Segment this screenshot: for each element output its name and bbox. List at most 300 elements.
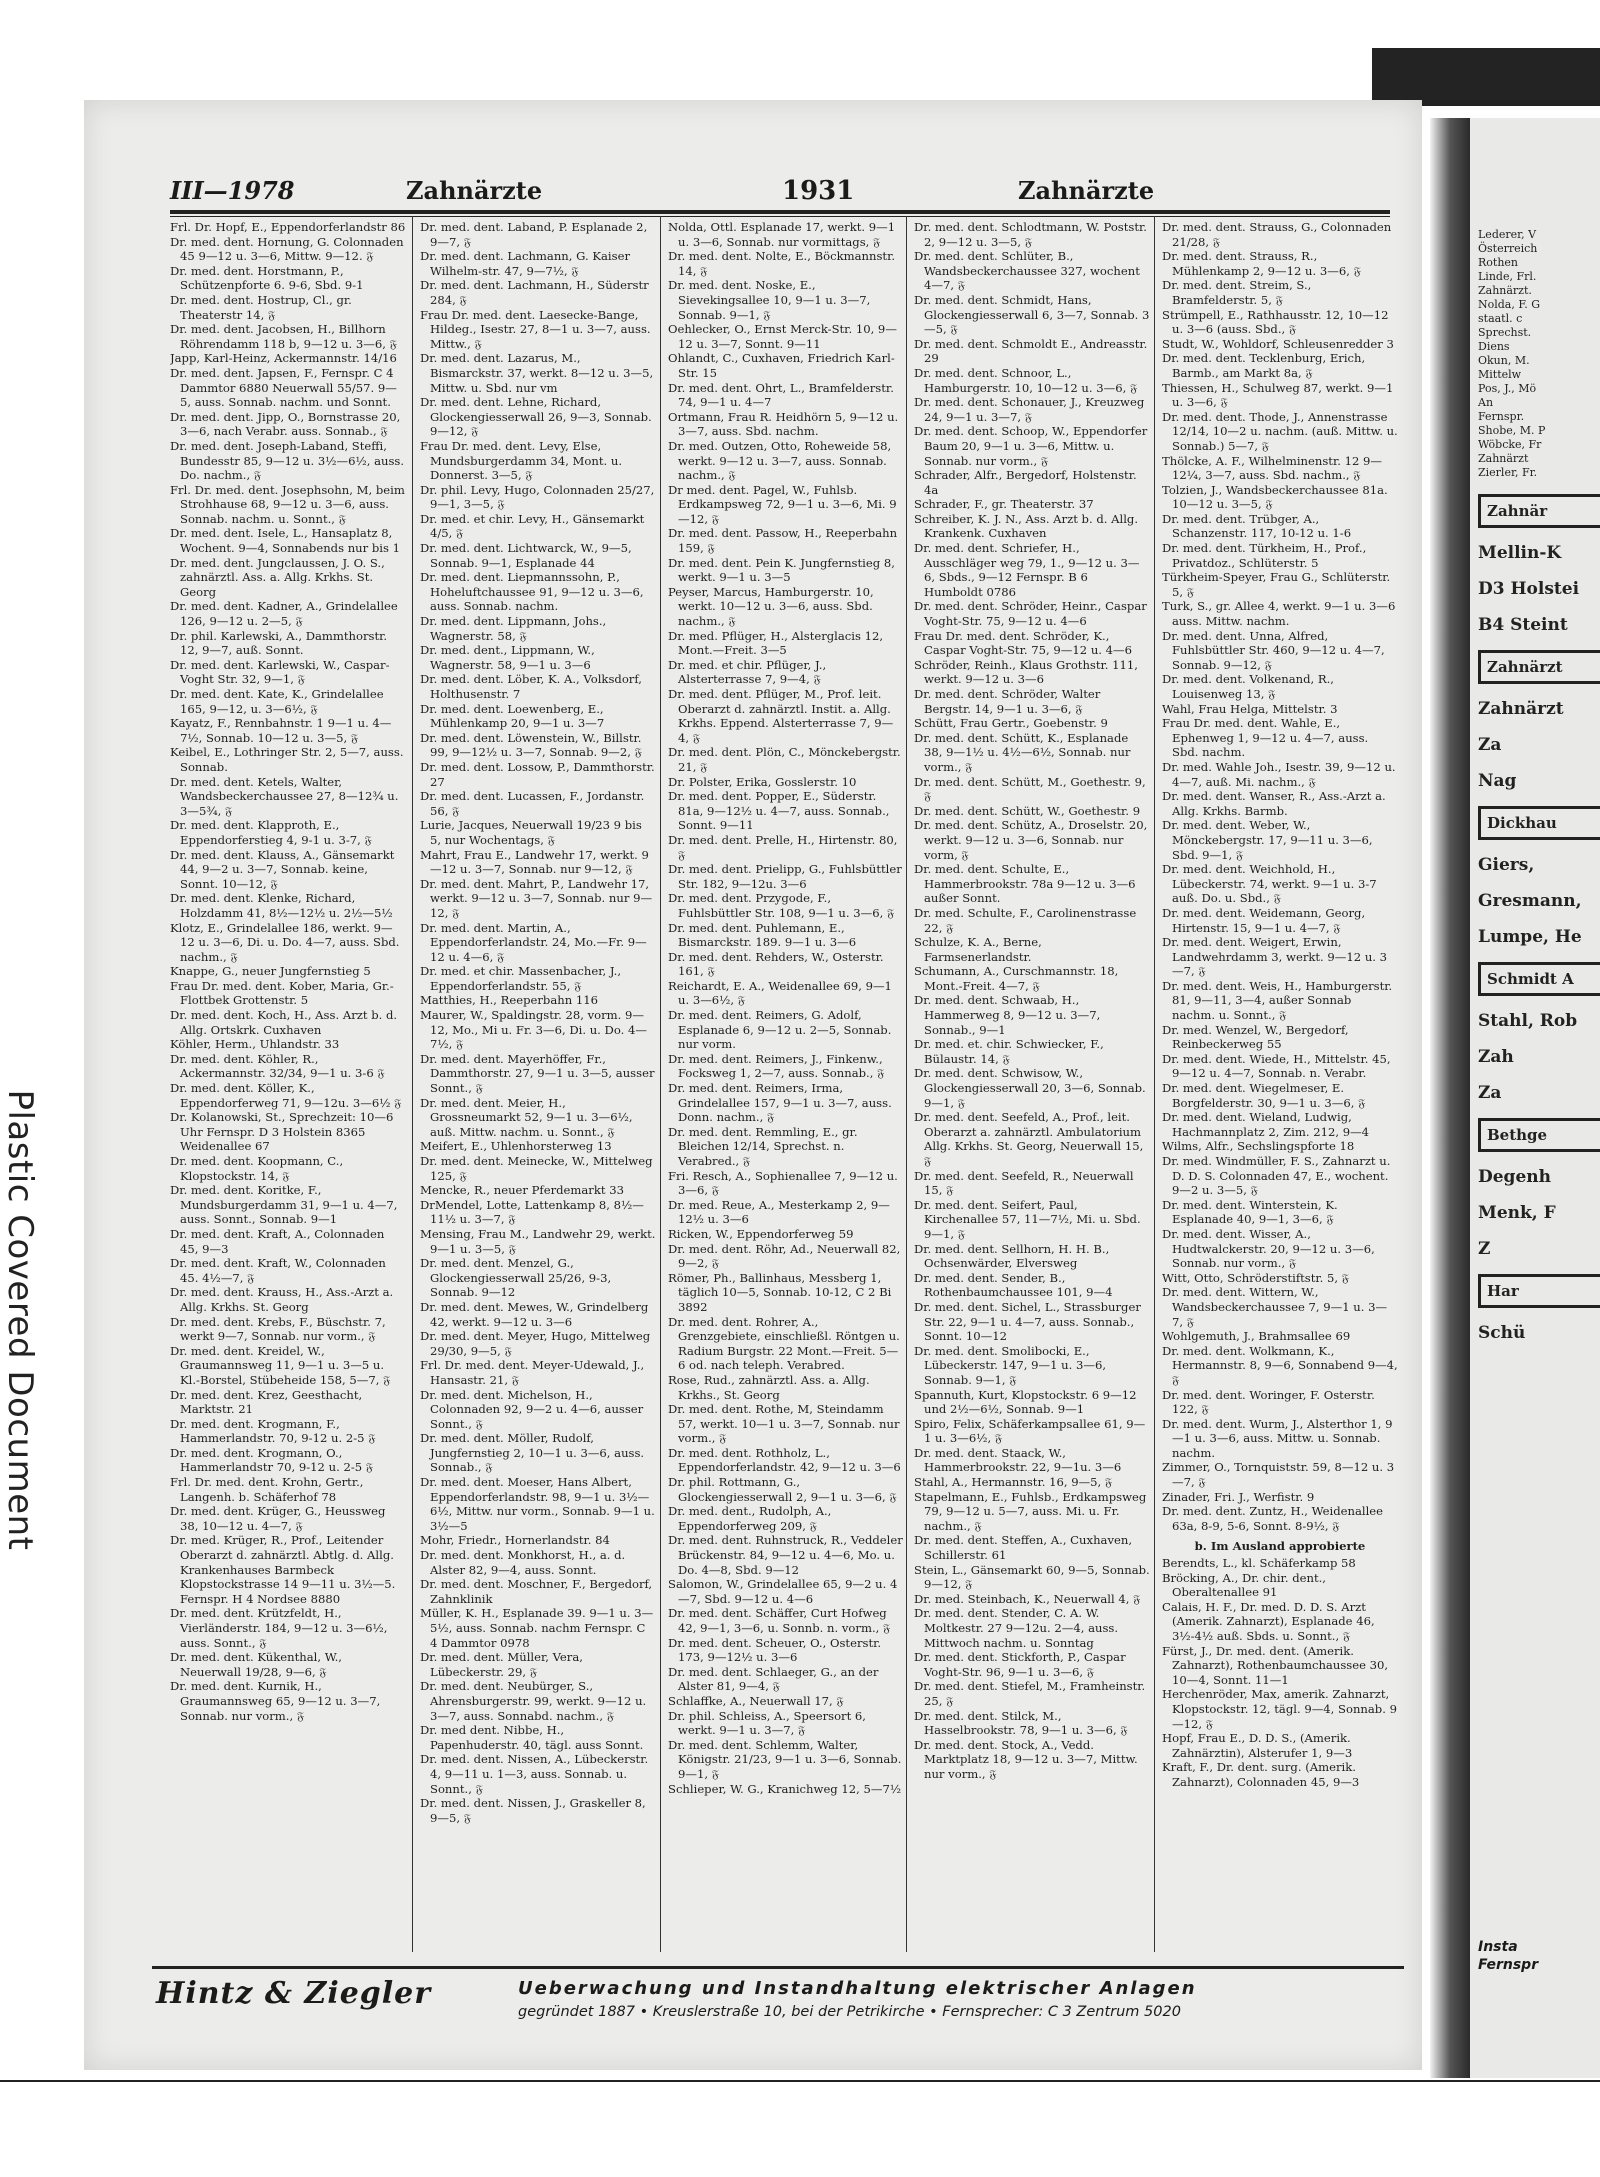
directory-entry: Dr. med. dent. Wittern, W., Wandsbeckerchaussee 7, 9—1 u. 3—7, 𝔉 xyxy=(1162,1285,1388,1329)
adjacent-ad: Lumpe, He xyxy=(1478,927,1582,947)
directory-entry: Peyser, Marcus, Hamburgerstr. 10, werkt. 10—12 u. 3—6, auss. Sbd. nachm., 𝔉 xyxy=(668,584,874,629)
directory-entry: Dr. med. dent. Türkheim, H., Prof., Privatdoz., Schlüterstr. 5 xyxy=(1162,541,1367,570)
directory-entry: Dr. med. dent. Kreidel, W., Graumannsweg 11, 9—1 u. 3—5 u. Kl.-Borstel, Stübeheide 158, 5—7, 𝔉 xyxy=(170,1343,391,1387)
directory-entry: Dr. med. dent. Krauss, H., Ass.-Arzt a. Allg. Krkhs. St. Georg xyxy=(170,1285,394,1314)
directory-entry: Dr. phil. Karlewski, A., Dammthorstr. 12, 9—7, auß. Sonnt. xyxy=(170,628,388,658)
directory-entry: Dr. med. dent. Stock, A., Vedd. Marktplatz 18, 9—12 u. 3—7, Mittw. nur vorm., 𝔉 xyxy=(914,1737,1138,1781)
page-ref: III—1978 xyxy=(170,176,295,205)
directory-entry: Dr. med. dent. Prielipp, G., Fuhlsbüttler Str. 182, 9—12u. 3—6 xyxy=(668,862,902,891)
book-spine xyxy=(1430,118,1470,2078)
directory-entry: Maurer, W., Spaldingstr. 28, vorm. 9—12, Mo., Mi u. Fr. 3—6, Di. u. Do. 4—7½, 𝔉 xyxy=(420,1008,647,1052)
directory-entry: Dr. med. dent. Reimers, Irma, Grindelallee 157, 9—1 u. 3—7, auss. Donn. nachm., 𝔉 xyxy=(668,1081,892,1125)
adjacent-page xyxy=(1470,118,1600,2078)
directory-entry: Dr. med. dent. Schütz, A., Droselstr. 20, werkt. 9—12 u. 3—6, Sonnab. nur vorm, 𝔉 xyxy=(914,818,1148,862)
directory-entry: Dr. med. dent. Weichhold, H., Lübeckerstr. 74, werkt. 9—1 u. 3-7 auß. Do. u. Sbd., 𝔉 xyxy=(1162,862,1377,906)
directory-entry: Dr. Kolanowski, St., Sprechzeit: 10—6 Uhr Fernspr. D 3 Holstein 8365 Weidenallee 67 xyxy=(170,1110,394,1154)
directory-entry: Dr. med. dent. Rohrer, A., Grenzgebiete, einschließl. Röntgen u. Radium Burgstr. 22 Mont.—Freit. 5—6 od. nach teleph. Verabred. xyxy=(668,1314,900,1373)
scanner-tab xyxy=(1372,48,1600,106)
directory-entry: Dr. med. dent. Pflüger, M., Prof. leit. Oberarzt d. zahnärztl. Instit. a. Allg. Krkhs. Eppend. Alsterterrasse 7, 9—4, 𝔉 xyxy=(668,687,894,745)
directory-entry: Dr. med. dent. Wiegelmeser, E. Borgfelderstr. 30, 9—1 u. 3—6, 𝔉 xyxy=(1162,1081,1366,1110)
adjacent-ad: Zahnärzt xyxy=(1478,650,1600,684)
directory-entry: Dr. med. Wenzel, W., Bergedorf, Reinbeckerweg 55 xyxy=(1162,1022,1349,1052)
adjacent-ad: Gresmann, xyxy=(1478,891,1582,911)
directory-entry: Witt, Otto, Schröderstiftstr. 5, 𝔉 xyxy=(1162,1270,1350,1285)
directory-entry: Dr. med. dent. Reimers, J., Finkenw., Focksweg 1, 2—7, auss. Sonnab., 𝔉 xyxy=(668,1051,885,1081)
directory-entry: Dr. med. dent. Schlüter, B., Wandsbeckerchaussee 327, wochent 4—7, 𝔉 xyxy=(914,249,1140,293)
directory-entry: Dr. med. dent. Joseph-Laband, Steffi, Bundesstr 85, 9—12 u. 3½—6½, auss. Do. nachm., 𝔉 xyxy=(170,438,405,483)
column-2 xyxy=(420,220,656,2020)
directory-entry: Dr. med. et chir. Levy, H., Gänsemarkt 4/5, 𝔉 xyxy=(420,511,645,541)
directory-entry: Mensing, Frau M., Landwehr 29, werkt. 9—1 u. 3—5, 𝔉 xyxy=(420,1226,656,1256)
adjacent-ad: Z xyxy=(1478,1239,1491,1259)
directory-entry: Dr. med. dent. Röhr, Ad., Neuerwall 82, 9—2, 𝔉 xyxy=(668,1241,901,1271)
directory-entry: Türkheim-Speyer, Frau G., Schlüterstr. 5, 𝔉 xyxy=(1162,570,1391,599)
directory-entry: Dr. med. dent. Krogmann, F., Hammerlandstr. 70, 9-12 u. 2-5 𝔉 xyxy=(170,1416,376,1446)
adjacent-ad: Stahl, Rob xyxy=(1478,1011,1578,1031)
adjacent-line: Diens xyxy=(1478,340,1510,353)
adjacent-ad: D3 Holstei xyxy=(1478,579,1580,599)
directory-entry: Hopf, Frau E., D. D. S., (Amerik. Zahnärztin), Alsterufer 1, 9—3 xyxy=(1162,1731,1353,1760)
directory-entry: Dr. med. dent. Klapproth, E., Eppendorferstieg 4, 9-1 u. 3-7, 𝔉 xyxy=(170,818,372,847)
directory-entry: Schröder, Reinh., Klaus Grothstr. 111, werkt. 9—12 u. 3—6 xyxy=(914,657,1138,687)
directory-entry: Dr. med. dent. Loewenberg, E., Mühlenkamp 20, 9—1 u. 3—7 xyxy=(420,701,605,731)
directory-entry: Dr. med. dent. Horstmann, P., Schützenpforte 6. 9-6, Sbd. 9-1 xyxy=(170,263,364,293)
adjacent-ad: Zah xyxy=(1478,1047,1514,1067)
adjacent-footer xyxy=(1478,1938,1538,1974)
directory-entry: Dr. med. dent. Weigert, Erwin, Landwehrdamm 3, werkt. 9—12 u. 3—7, 𝔉 xyxy=(1162,935,1388,979)
directory-entry: Frau Dr. med. dent. Kober, Maria, Gr.-Flottbek Grottenstr. 5 xyxy=(170,978,394,1008)
adjacent-ad: Mellin-K xyxy=(1478,543,1562,563)
adjacent-line: Österreich xyxy=(1478,242,1538,255)
directory-entry: Dr. med. dent. Schmoldt E., Andreasstr. 29 xyxy=(914,336,1148,366)
directory-entry: Dr. med. dent. Ohrt, L., Bramfelderstr. 74, 9—1 u. 4—7 xyxy=(668,380,894,410)
directory-entry: Dr. med. dent. Schlaeger, G., an der Alster 81, 9—4, 𝔉 xyxy=(668,1664,879,1694)
scan-margin-top xyxy=(0,0,1600,48)
adjacent-ad: Schmidt A xyxy=(1478,962,1600,996)
directory-entry: Stapelmann, E., Fuhlsb., Erdkampsweg 79, 9—12 u. 5—7, auss. Mi. u. Fr. nachm., 𝔉 xyxy=(914,1489,1147,1533)
directory-entry: Dr. med. dent. Nolte, E., Böckmannstr. 14, 𝔉 xyxy=(668,249,896,278)
adjacent-line: An xyxy=(1478,396,1494,409)
scan-margin-bottom xyxy=(0,2082,1600,2177)
directory-entry: Thölcke, A. F., Wilhelminenstr. 12 9—12¼, 3—7, auss. Sbd. nachm., 𝔉 xyxy=(1162,453,1382,483)
directory-entry: Dr. med. et chir. Massenbacher, J., Eppendorferlandstr. 55, 𝔉 xyxy=(420,964,622,993)
directory-entry: Dr. med. dent. Schröder, Walter Bergstr. 14, 9—1 u. 3—6, 𝔉 xyxy=(914,687,1101,716)
directory-entry: Dr. med. dent. Jipp, O., Bornstrasse 20, 3—6, nach Verabr. auss. Sonnab., 𝔉 xyxy=(170,409,401,439)
adjacent-line: Mittelw xyxy=(1478,368,1522,381)
directory-entry: Dr. med. dent. Löber, K. A., Volksdorf, Holthusenstr. 7 xyxy=(420,672,642,701)
adjacent-ad: Dickhau xyxy=(1478,806,1600,840)
directory-entry: Kayatz, F., Rennbahnstr. 1 9—1 u. 4—7½, Sonnab. 10—12 u. 3—5, 𝔉 xyxy=(170,716,392,745)
adjacent-footer-line: Insta xyxy=(1478,1939,1518,1955)
directory-entry: Dr. med. dent. Krüger, G., Heussweg 38, 10—12 u. 4—7, 𝔉 xyxy=(170,1504,386,1533)
directory-entry: Dr. med. dent. Pein K. Jungfernstieg 8, werkt. 9—1 u. 3—5 xyxy=(668,555,895,585)
directory-entry: Dr. med. dent. Zuntz, H., Weidenallee 63a, 8-9, 5-6, Sonnt. 8-9½, 𝔉 xyxy=(1162,1504,1383,1533)
directory-entry: Dr. med. dent. Krebs, F., Büschstr. 7, werkt 9—7, Sonnab. nur vorm., 𝔉 xyxy=(170,1314,386,1344)
directory-entry: Dr. med. dent. Stickforth, P., Caspar Voght-Str. 96, 9—1 u. 3—6, 𝔉 xyxy=(914,1650,1126,1679)
adjacent-ad: Degenh xyxy=(1478,1167,1551,1187)
directory-entry: Dr. med. dent. Noske, E., Sievekingsallee 10, 9—1 u. 3—7, Sonnab. 9—1, 𝔉 xyxy=(668,278,871,322)
directory-entry: Dr. med. dent. Schmidt, Hans, Glockengiesserwall 6, 3—7, Sonnab. 3—5, 𝔉 xyxy=(914,292,1150,337)
directory-entry: Nolda, Ottl. Esplanade 17, werkt. 9—1 u. 3—6, Sonnab. nur vormittags, 𝔉 xyxy=(668,220,896,249)
directory-entry: Dr. med. dent. Stiefel, M., Framheinstr. 25, 𝔉 xyxy=(914,1679,1146,1708)
directory-entry: Frl. Dr. Hopf, E., Eppendorferlandstr 86 xyxy=(170,220,406,234)
adjacent-line: Pos, J., Mö xyxy=(1478,382,1537,395)
directory-page xyxy=(84,100,1422,2070)
column-divider xyxy=(1154,216,1155,1952)
directory-entry: Dr. med. dent. Wieland, Ludwig, Hachmannplatz 2, Zim. 212, 9—4 xyxy=(1162,1110,1370,1139)
directory-entry: Dr. med. dent. Lehne, Richard, Glockengiesserwall 26, 9—3, Sonnab. 9—12, 𝔉 xyxy=(420,395,652,439)
directory-entry: Dr. med. dent. Rothholz, L., Eppendorferlandstr. 42, 9—12 u. 3—6 xyxy=(668,1445,901,1475)
column-1 xyxy=(170,220,406,2020)
directory-entry: Dr. med. dent. Volkenand, R., Louisenweg 13, 𝔉 xyxy=(1162,672,1334,701)
directory-entry: Dr. med. dent. Wiede, H., Mittelstr. 45, 9—12 u. 4—7, Sonnab. n. Verabr. xyxy=(1162,1051,1391,1081)
directory-entry: Dr. med. dent. Moschner, F., Bergedorf, Zahnklinik xyxy=(420,1577,653,1606)
directory-entry: Dr. med. dent. Popper, E., Süderstr. 81a, 9—12½ u. 4—7, auss. Sonnab., Sonnt. 9—11 xyxy=(668,789,890,833)
directory-entry: Dr. med. dent. Kadner, A., Grindelallee 126, 9—12 u. 2—5, 𝔉 xyxy=(170,599,398,629)
directory-entry: Dr. med. dent. Ketels, Walter, Wandsbeckerchaussee 27, 8—12¾ u. 3—5¾, 𝔉 xyxy=(170,774,399,818)
directory-entry: Dr. med. et chir. Pflüger, J., Alsterterrasse 7, 9—4, 𝔉 xyxy=(668,657,827,687)
directory-entry: Dr. med. dent. Jungclaussen, J. O. S., zahnärztl. Ass. a. Allg. Krkhs. St. Georg xyxy=(170,555,385,599)
column-3 xyxy=(668,220,904,2020)
directory-entry: Dr. med. Outzen, Otto, Roheweide 58, werkt. 9—12 u. 3—7, auss. Sonnab. nachm., 𝔉 xyxy=(668,438,892,483)
directory-entry: Fri. Resch, A., Sophienallee 7, 9—12 u. 3—6, 𝔉 xyxy=(668,1168,898,1198)
directory-entry: Dr. med. dent. Michelson, H., Colonnaden 92, 9—2 u. 4—6, ausser Sonnt., 𝔉 xyxy=(420,1387,644,1431)
directory-entry: Dr. med. dent. Karlewski, W., Caspar-Voght Str. 32, 9—1, 𝔉 xyxy=(170,657,390,687)
adjacent-line: Wöbcke, Fr xyxy=(1478,438,1542,451)
directory-entry: Dr. med. dent. Weber, W., Mönckebergstr. 17, 9—11 u. 3—6, Sbd. 9—1, 𝔉 xyxy=(1162,818,1373,862)
directory-entry: Rose, Rud., zahnärztl. Ass. a. Allg. Krkhs., St. Georg xyxy=(668,1372,870,1402)
directory-entry: Dr. med. dent. Schröder, Heinr., Caspar Voght-Str. 75, 9—12 u. 4—6 xyxy=(914,599,1147,629)
directory-entry: b. Im Ausland approbierte xyxy=(1194,1539,1366,1554)
adjacent-ads xyxy=(1478,494,1600,1344)
adjacent-page-text xyxy=(1478,228,1600,1358)
directory-entry: Köhler, Herm., Uhlandstr. 33 xyxy=(170,1037,340,1052)
directory-entry: Dr. med. dent. Passow, H., Reeperbahn 159, 𝔉 xyxy=(668,526,898,556)
adjacent-line: Sprechst. xyxy=(1478,326,1532,339)
directory-entry: Schreiber, K. J. N., Ass. Arzt b. d. Allg. Krankenk. Cuxhaven xyxy=(914,511,1139,541)
page-header xyxy=(170,176,1390,210)
adjacent-line: Linde, Frl. xyxy=(1478,270,1537,283)
directory-entry: Dr. med. dent. Sellhorn, H. H. B., Ochsenwärder, Elversweg xyxy=(914,1241,1110,1271)
directory-entry: Müller, K. H., Esplanade 39. 9—1 u. 3—5½, auss. Sonnab. nachm Fernspr. C 4 Dammtor 0978 xyxy=(420,1606,654,1650)
directory-entry: Kraft, F., Dr. dent. surg. (Amerik. Zahnarzt), Colonnaden 45, 9—3 xyxy=(1162,1760,1360,1789)
directory-entry: Studt, W., Wohldorf, Schleusenredder 3 xyxy=(1162,336,1394,351)
directory-entry: Dr. med. dent. Löwenstein, W., Billstr. 99, 9—12½ u. 3—7, Sonnab. 9—2, 𝔉 xyxy=(420,730,642,760)
adjacent-ad: Giers, xyxy=(1478,855,1535,875)
directory-entry: Dr. med. Wahle Joh., Isestr. 39, 9—12 u. 4—7, auß. Mi. nachm., 𝔉 xyxy=(1162,759,1396,789)
directory-entry: Stein, L., Gänsemarkt 60, 9—5, Sonnab. 9—12, 𝔉 xyxy=(914,1562,1150,1592)
adjacent-line: Shobe, M. P xyxy=(1478,424,1546,437)
column-divider xyxy=(660,216,661,1952)
directory-entry: Dr. med. dent. Kraft, A., Colonnaden 45, 9—3 xyxy=(170,1226,385,1256)
directory-entry: Dr. med. dent. Meyer, Hugo, Mittelweg 29/30, 9—5, 𝔉 xyxy=(420,1329,651,1358)
directory-entry: Dr. med. dent. Remmling, E., gr. Bleichen 12/14, Sprechst. n. Verabred., 𝔉 xyxy=(668,1124,858,1168)
directory-entry: Klotz, E., Grindelallee 186, werkt. 9—12 u. 3—6, Di. u. Do. 4—7, auss. Sbd. nachm., 𝔉 xyxy=(170,920,400,964)
directory-entry: Dr. med. Pflüger, H., Alsterglacis 12, Mont.—Freit. 3—5 xyxy=(668,628,884,658)
directory-entry: Zimmer, O., Tornquiststr. 59, 8—12 u. 3—7, 𝔉 xyxy=(1162,1460,1395,1490)
adjacent-line: Zierler, Fr. xyxy=(1478,466,1538,479)
directory-entry: Schulze, K. A., Berne, Farmsenerlandstr. xyxy=(914,935,1042,964)
adjacent-line: Zahnärzt xyxy=(1478,452,1529,465)
directory-entry: Dr. med. dent. Meier, H., Grossneumarkt 52, 9—1 u. 3—6½, auß. Mittw. nachm. u. Sonnt., 𝔉 xyxy=(420,1095,633,1139)
directory-entry: Dr. med. dent. Lachmann, H., Süderstr 284, 𝔉 xyxy=(420,278,649,307)
adjacent-ad: Schü xyxy=(1478,1323,1526,1343)
adjacent-line: Lederer, V xyxy=(1478,228,1537,241)
directory-entry: Dr. med. dent. Hornung, G. Colonnaden 45 9—12 u. 3—6, Mittw. 9—12. 𝔉 xyxy=(170,234,404,264)
page-year: 1931 xyxy=(782,176,855,206)
directory-entry: Calais, H. F., Dr. med. D. D. S. Arzt (Amerik. Zahnarzt), Esplanade 46, 3½-4½ auß. Sbds. u. Sonnt., 𝔉 xyxy=(1162,1599,1375,1643)
category-right: Zahnärzte xyxy=(1018,176,1155,205)
directory-entry: Dr. med. dent. Strauss, R., Mühlenkamp 2, 9—12 u. 3—6, 𝔉 xyxy=(1162,249,1361,278)
directory-entry: Dr. med. dent. Reimers, G. Adolf, Esplanade 6, 9—12 u. 2—5, Sonnab. nur vorm. xyxy=(668,1008,892,1052)
directory-entry: Frl. Dr. med. dent. Meyer-Udewald, J., Hansastr. 21, 𝔉 xyxy=(420,1358,645,1387)
directory-entry: Dr. med. dent. Wolkmann, K., Hermannstr. 8, 9—6, Sonnabend 9—4, 𝔉 xyxy=(1162,1343,1398,1387)
directory-entry: Dr. med. dent. Schnoor, L., Hamburgerstr. 10, 10—12 u. 3—6, 𝔉 xyxy=(914,365,1138,395)
directory-entry: Frau Dr. med. dent. Schröder, K., Caspar Voght-Str. 75, 9—12 u. 4—6 xyxy=(914,628,1133,658)
directory-entry: Dr. med. dent. Schlemm, Walter, Königstr. 21/23, 9—1 u. 3—6, Sonnab. 9—1, 𝔉 xyxy=(668,1737,902,1781)
directory-entry: Dr. med. et. chir. Schwiecker, F., Bülaustr. 14, 𝔉 xyxy=(914,1037,1104,1066)
column-5 xyxy=(1162,220,1398,2020)
directory-entry: Schlaffke, A., Neuerwall 17, 𝔉 xyxy=(668,1693,844,1708)
directory-entry: Dr. med. dent. Möller, Rudolf, Jungfernstieg 2, 10—1 u. 3—6, auss. Sonnab., 𝔉 xyxy=(420,1431,645,1475)
directory-entry: Dr. med. dent. Streim, S., Bramfelderstr. 5, 𝔉 xyxy=(1162,278,1312,307)
directory-entry: Dr. med. dent. Mayerhöffer, Fr., Dammthorstr. 27, 9—1 u. 3—5, ausser Sonnt., 𝔉 xyxy=(420,1051,655,1096)
footer-rule xyxy=(152,1966,1404,1969)
directory-entry: Japp, Karl-Heinz, Ackermannstr. 14/16 xyxy=(170,351,397,366)
directory-entry: Dr. med. dent. Liepmannssohn, P., Hoheluftchaussee 91, 9—12 u. 3—6, auss. Sonnab. nachm. xyxy=(420,570,644,614)
adjacent-footer-line: Fernspr xyxy=(1478,1957,1539,1973)
directory-entry: Dr. med. dent. Stender, C. A. W. Moltkestr. 27 9—12u. 2—4, auss. Mittwoch nachm. u. Sonntag xyxy=(914,1606,1119,1650)
side-label: Plastic Covered Document xyxy=(0,1089,40,1551)
adjacent-ad: Har xyxy=(1478,1274,1600,1308)
directory-entry: Dr. med. dent., Lippmann, W., Wagnerstr. 58, 9—1 u. 3—6 xyxy=(420,643,595,672)
directory-entry: Dr. med. dent. Monkhorst, H., a. d. Alster 82, 9—4, auss. Sonnt. xyxy=(420,1548,626,1577)
directory-entry: Dr. phil. Schleiss, A., Speersort 6, werkt. 9—1 u. 3—7, 𝔉 xyxy=(668,1708,866,1738)
directory-entry: Dr. med. dent. Koritke, F., Mundsburgerdamm 31, 9—1 u. 4—7, auss. Sonnt., Sonnab. 9—1 xyxy=(170,1183,398,1227)
directory-entry: Frau Dr. med. dent. Laesecke-Bange, Hildeg., Isestr. 27, 8—1 u. 3—7, auss. Mittw., 𝔉 xyxy=(420,307,651,351)
advert-tagline: Ueberwachung und Instandhaltung elektrischer Anlagen xyxy=(518,1978,1197,1999)
directory-entry: Dr. med. dent. Rehders, W., Osterstr. 161, 𝔉 xyxy=(668,949,884,979)
directory-entry: Frl. Dr. med. dent. Josephsohn, M, beim Strohhause 68, 9—12 u. 3—6, auss. Sonnab. nachm. u. Sonnt., 𝔉 xyxy=(170,482,405,526)
directory-entry: Dr. med. dent. Köhler, R., Ackermannstr. 32/34, 9—1 u. 3-6 𝔉 xyxy=(170,1051,385,1081)
directory-entry: Dr med. dent. Pagel, W., Fuhlsb. Erdkampsweg 72, 9—1 u. 3—6, Mi. 9—12, 𝔉 xyxy=(668,482,897,526)
directory-entry: Dr. med. dent. Seefeld, A., Prof., leit. Oberarzt a. zahnärztl. Ambulatorium Allg. Krkhs. St. Georg, Neuerwall 15, 𝔉 xyxy=(914,1110,1144,1168)
directory-entry: Dr. med. dent., Rudolph, A., Eppendorferweg 209, 𝔉 xyxy=(668,1504,832,1533)
adjacent-ad: Nag xyxy=(1478,771,1517,791)
directory-entry: Wohlgemuth, J., Brahmsallee 69 xyxy=(1162,1329,1351,1344)
directory-entry: Dr. med. Reue, A., Mesterkamp 2, 9—12½ u. 3—6 xyxy=(668,1197,890,1227)
directory-entry: Dr. med. dent. Winterstein, K. Esplanade 40, 9—1, 3—6, 𝔉 xyxy=(1162,1197,1338,1227)
directory-entry: Dr. med. dent. Wurm, J., Alsterthor 1, 9—1 u. 3—6, auss. Mittw. u. Sonnab. nachm. xyxy=(1162,1416,1393,1460)
adjacent-ad: Bethge xyxy=(1478,1118,1600,1152)
directory-entry: Dr. med. dent. Schriefer, H., Ausschläger weg 79, 1., 9—12 u. 3—6, Sbds., 9—12 Fernspr. B 6 Humboldt 0786 xyxy=(914,541,1140,599)
directory-entry: Reichardt, E. A., Weidenallee 69, 9—1 u. 3—6½, 𝔉 xyxy=(668,978,892,1008)
directory-entry: Dr. med. dent. Staack, W., Hammerbrookstr. 22, 9—1u. 3—6 xyxy=(914,1445,1122,1475)
column-divider xyxy=(906,216,907,1952)
adjacent-line: Rothen xyxy=(1478,256,1519,269)
directory-entry: Dr. med. dent. Lazarus, M., Bismarckstr. 37, werkt. 8—12 u. 3—5, Mittw. u. Sbd. nur vm xyxy=(420,351,654,395)
adjacent-line: Okun, M. xyxy=(1478,354,1530,367)
directory-entry: Knappe, G., neuer Jungfernstieg 5 xyxy=(170,964,371,979)
adjacent-ad: Za xyxy=(1478,1083,1502,1103)
directory-entry: Dr. med. dent. Steffen, A., Cuxhaven, Schillerstr. 61 xyxy=(914,1533,1133,1563)
directory-entry: Dr. med. dent. Puhlemann, E., Bismarckstr. 189. 9—1 u. 3—6 xyxy=(668,920,857,950)
directory-entry: Dr. med. dent. Stilck, M., Hasselbrookstr. 78, 9—1 u. 3—6, 𝔉 xyxy=(914,1708,1128,1738)
directory-entry: Frau Dr. med. dent. Levy, Else, Mundsburgerdamm 34, Mont. u. Donnerst. 3—5, 𝔉 xyxy=(420,438,623,483)
directory-entry: Dr. med. dent. Lachmann, G. Kaiser Wilhelm-str. 47, 9—7½, 𝔉 xyxy=(420,249,630,278)
directory-entry: Dr. med. dent. Unna, Alfred, Fuhlsbüttler Str. 460, 9—12 u. 4—7, Sonnab. 9—12, 𝔉 xyxy=(1162,628,1385,672)
directory-entry: Dr. med. dent. Nissen, J., Graskeller 8, 9—5, 𝔉 xyxy=(420,1796,646,1825)
directory-entry: Stahl, A., Hermannstr. 16, 9—5, 𝔉 xyxy=(914,1475,1113,1490)
directory-entry: Dr. med. dent. Schlodtmann, W. Poststr. 2, 9—12 u. 3—5, 𝔉 xyxy=(914,220,1147,249)
directory-entry: Dr. med. dent. Trübger, A., Schanzenstr. 117, 10-12 u. 1-6 xyxy=(1162,511,1352,541)
adjacent-lines xyxy=(1478,228,1600,480)
directory-entry: Dr. med. dent. Menzel, G., Glockengiesserwall 25/26, 9-3, Sonnab. 9—12 xyxy=(420,1256,612,1300)
directory-entry: Dr. med. dent. Kraft, W., Colonnaden 45. 4½—7, 𝔉 xyxy=(170,1256,386,1285)
advert-brand: Hintz & Ziegler xyxy=(156,1976,432,2011)
directory-entry: Dr. med. dent. Schonauer, J., Kreuzweg 24, 9—1 u. 3—7, 𝔉 xyxy=(914,395,1145,424)
directory-entry: Dr. med. dent. Lucassen, F., Jordanstr. 56, 𝔉 xyxy=(420,789,645,818)
directory-entry: Wilms, Alfr., Sechslingspforte 18 xyxy=(1162,1139,1355,1154)
directory-entry: Dr. med. dent. Smolibocki, E., Lübeckerstr. 147, 9—1 u. 3—6, Sonnab. 9—1, 𝔉 xyxy=(914,1343,1107,1387)
directory-entry: Dr. med. dent. Wisser, A., Hudtwalckerstr. 20, 9—12 u. 3—6, Sonnab. nur vorm., 𝔉 xyxy=(1162,1226,1375,1271)
directory-entry: Dr. med. dent. Sichel, L., Strassburger Str. 22, 9—1 u. 4—7, auss. Sonnab., Sonnt. 10—12 xyxy=(914,1299,1141,1344)
directory-entry: Spannuth, Kurt, Klopstockstr. 6 9—12 und 2½—6½, Sonnab. 9—1 xyxy=(914,1387,1137,1417)
directory-entry: Dr. med. dent. Laband, P. Esplanade 2, 9—7, 𝔉 xyxy=(420,220,648,249)
directory-entry: Dr. med. Windmüller, F. S., Zahnarzt u. D. D. S. Colonnaden 47, E., wochent. 9—2 u. 3—5, 𝔉 xyxy=(1162,1154,1391,1198)
adjacent-ad: Zahnärzt xyxy=(1478,699,1564,719)
directory-entry: Dr. med. dent. Prelle, H., Hirtenstr. 80, 𝔉 xyxy=(668,832,898,862)
directory-entry: Berendts, L., kl. Schäferkamp 58 xyxy=(1162,1556,1356,1571)
adjacent-line: staatl. c xyxy=(1478,312,1523,325)
directory-entry: Dr. med. dent. Koopmann, C., Klopstockstr. 14, 𝔉 xyxy=(170,1154,344,1183)
directory-entry: Dr. med. dent. Martin, A., Eppendorferlandstr. 24, Mo.—Fr. 9—12 u. 4—6, 𝔉 xyxy=(420,920,647,964)
directory-entry: Dr. med. Krüger, R., Prof., Leitender Oberarzt d. zahnärztl. Abtlg. d. Allg. Krankenhauses Barmbeck Klopstockstrasse 14 9—11 u. 3½—5. Fernspr. H 4 Nordsee 8880 xyxy=(170,1533,396,1606)
directory-entry: Dr. med. dent. Kate, K., Grindelallee 165, 9—12, u. 3—6½, 𝔉 xyxy=(170,687,384,716)
directory-entry: Dr. med. dent. Klauss, A., Gänsemarkt 44, 9—2 u. 3—7, Sonnab. keine, Sonnt. 10—12, 𝔉 xyxy=(170,847,395,891)
directory-entry: Meifert, E., Uhlenhorsterweg 13 xyxy=(420,1139,612,1154)
advert-footer xyxy=(156,1972,1406,2042)
directory-entry: Dr. phil. Rottmann, G., Glockengiesserwall 2, 9—1 u. 3—6, 𝔉 xyxy=(668,1475,897,1504)
column-4 xyxy=(914,220,1150,2020)
directory-entry: Dr. med. dent. Japsen, F., Fernspr. C 4 Dammtor 6880 Neuerwall 55/57. 9—5, auss. Sonnab. nachm. und Sonnt. xyxy=(170,365,397,410)
directory-entry: Dr. phil. Levy, Hugo, Colonnaden 25/27, 9—1, 3—5, 𝔉 xyxy=(420,482,655,512)
directory-entry: Dr. med. dent. Jacobsen, H., Billhorn Röhrendamm 118 b, 9—12 u. 3—6, 𝔉 xyxy=(170,322,397,351)
directory-entry: Dr. med. dent. Ruhnstruck, R., Veddeler Brückenstr. 84, 9—12 u. 4—6, Mo. u. Do. 4—8, Sbd. 9—12 xyxy=(668,1533,903,1577)
directory-entry: Dr. med. dent. Isele, L., Hansaplatz 8, Wochent. 9—4, Sonnabends nur bis 1 xyxy=(170,526,401,556)
directory-entry: Dr. med. dent. Kurnik, H., Graumannsweg 65, 9—12 u. 3—7, Sonnab. nur vorm., 𝔉 xyxy=(170,1679,381,1723)
directory-entry: Ortmann, Frau R. Heidhörn 5, 9—12 u. 3—7, auss. Sbd. nachm. xyxy=(668,409,899,439)
directory-entry: Dr. med. dent. Schäffer, Curt Hofweg 42, 9—1, 3—6, u. Sonnb. n. vorm., 𝔉 xyxy=(668,1606,891,1635)
directory-entry: Ohlandt, C., Cuxhaven, Friedrich Karl-Str. 15 xyxy=(668,351,895,380)
directory-entry: Schlieper, W. G., Kranichweg 12, 5—7½ xyxy=(668,1781,902,1796)
directory-entry: Frau Dr. med. dent. Wahle, E., Ephenweg 1, 9—12 u. 4—7, auss. Sbd. nachm. xyxy=(1162,716,1369,760)
directory-entry: Dr. med. dent. Schütt, K., Esplanade 38, 9—1½ u. 4½—6½, Sonnab. nur vorm., 𝔉 xyxy=(914,730,1131,774)
directory-entry: Dr. med. dent. Schütt, M., Goethestr. 9, 𝔉 xyxy=(914,774,1146,804)
category-left: Zahnärzte xyxy=(406,176,543,205)
directory-entry: Schumann, A., Curschmannstr. 18, Mont.-Freit. 4—7, 𝔉 xyxy=(914,964,1119,993)
directory-entry: Mahrt, Frau E., Landwehr 17, werkt. 9—12 u. 3—7, Sonnab. nur 9—12, 𝔉 xyxy=(420,847,649,877)
directory-entry: Matthies, H., Reeperbahn 116 xyxy=(420,993,598,1008)
adjacent-ad: Menk, F xyxy=(1478,1203,1556,1223)
directory-entry: Keibel, E., Lothringer Str. 2, 5—7, auss. Sonnab. xyxy=(170,745,404,774)
directory-entry: Wahl, Frau Helga, Mittelstr. 3 xyxy=(1162,701,1338,716)
directory-entry: Dr. med. dent. Seifert, Paul, Kirchenallee 57, 11—7½, Mi. u. Sbd. 9—1, 𝔉 xyxy=(914,1197,1141,1241)
directory-entry: Dr. med. dent. Schwaab, H., Hammerweg 8, 9—12 u. 3—7, Sonnab., 9—1 xyxy=(914,993,1101,1037)
directory-entry: Dr. med. dent. Thode, J., Annenstrasse 12/14, 10—2 u. nachm. (auß. Mittw. u. Sonnab.) 5—7, 𝔉 xyxy=(1162,409,1398,453)
directory-entry: Spiro, Felix, Schäferkampsallee 61, 9—1 u. 3—6½, 𝔉 xyxy=(914,1416,1146,1446)
directory-entry: Dr. med. dent. Moeser, Hans Albert, Eppendorferlandstr. 98, 9—1 u. 3½—6½, Mittw. nur vorm., Sonnab. 9—1 u. 3½—5 xyxy=(420,1475,655,1533)
directory-entry: Tolzien, J., Wandsbeckerchaussee 81a. 10—12 u. 3—5, 𝔉 xyxy=(1162,482,1388,512)
directory-entry: Mohr, Friedr., Hornerlandstr. 84 xyxy=(420,1533,610,1548)
directory-entry: Dr. med. dent. Kükenthal, W., Neuerwall 19/28, 9—6, 𝔉 xyxy=(170,1650,342,1679)
directory-entry: Lurie, Jacques, Neuerwall 19/23 9 bis 5, nur Wochentags, 𝔉 xyxy=(420,818,642,847)
directory-entry: Dr. med. dent. Mewes, W., Grindelberg 42, werkt. 9—12 u. 3—6 xyxy=(420,1299,649,1329)
directory-entry: DrMendel, Lotte, Lattenkamp 8, 8½—11½ u. 3—7, 𝔉 xyxy=(420,1197,644,1227)
directory-entry: Herchenröder, Max, amerik. Zahnarzt, Klopstockstr. 12, tägl. 9—4, Sonnab. 9—12, 𝔉 xyxy=(1162,1687,1397,1731)
adjacent-line: Nolda, F. G xyxy=(1478,298,1541,311)
directory-entry: Dr. med. dent. Schütt, W., Goethestr. 9 xyxy=(914,803,1141,818)
directory-entry: Dr. med. dent. Scheuer, O., Osterstr. 173, 9—12½ u. 3—6 xyxy=(668,1635,882,1665)
directory-entry: Strümpell, E., Rathhausstr. 12, 10—12 u. 3—6 (auss. Sbd., 𝔉 xyxy=(1162,307,1389,337)
directory-entry: Thiessen, H., Schulweg 87, werkt. 9—1 u. 3—6, 𝔉 xyxy=(1162,380,1394,410)
directory-entry: Dr. med. dent. Przygode, F., Fuhlsbüttler Str. 108, 9—1 u. 3—6, 𝔉 xyxy=(668,891,895,920)
directory-entry: Dr. med. dent. Seefeld, R., Neuerwall 15, 𝔉 xyxy=(914,1168,1134,1198)
directory-entry: Dr. med. dent. Plön, C., Mönckebergstr. 21, 𝔉 xyxy=(668,745,901,774)
directory-entry: Schütt, Frau Gertr., Goebenstr. 9 xyxy=(914,716,1108,731)
column-divider xyxy=(412,216,413,1952)
directory-entry: Dr. med dent. Nibbe, H., Papenhuderstr. 40, tägl. auss Sonnt. xyxy=(420,1723,644,1752)
directory-entry: Zinader, Fri. J., Werfistr. 9 xyxy=(1162,1489,1315,1504)
directory-entry: Dr. med. dent. Schulte, E., Hammerbrookstr. 78a 9—12 u. 3—6 außer Sonnt. xyxy=(914,862,1136,906)
directory-entry: Dr. med. dent. Lippmann, Johs., Wagnerstr. 58, 𝔉 xyxy=(420,614,607,643)
directory-entry: Dr. med. dent. Mahrt, P., Landwehr 17, werkt. 9—12 u. 3—7, Sonnab. nur 9—12, 𝔉 xyxy=(420,876,653,920)
adjacent-ad: Zahnär xyxy=(1478,494,1600,528)
directory-entry: Dr. med. dent. Köller, K., Eppendorferweg 71, 9—12u. 3—6½ 𝔉 xyxy=(170,1081,402,1110)
directory-entry: Dr. med. dent. Nissen, A., Lübeckerstr. 4, 9—11 u. 1—3, auss. Sonnab. u. Sonnt., 𝔉 xyxy=(420,1752,649,1796)
directory-entry: Fürst, J., Dr. med. dent. (Amerik. Zahnarzt), Rothenbaumchaussee 30, 10—4, Sonnt. 11—1 xyxy=(1162,1643,1389,1687)
directory-entry: Dr. med. dent. Lichtwarck, W., 9—5, Sonnab. 9—1, Esplanade 44 xyxy=(420,541,632,570)
directory-entry: Römer, Ph., Ballinhaus, Messberg 1, täglich 10—5, Sonnab. 10-12, C 2 Bi 3892 xyxy=(668,1270,892,1314)
directory-entry: Dr. med. Schulte, F., Carolinenstrasse 22, 𝔉 xyxy=(914,905,1137,935)
directory-entry: Dr. med. dent. Krez, Geesthacht, Marktstr. 21 xyxy=(170,1387,363,1417)
header-rule xyxy=(170,210,1390,217)
directory-entry: Dr. med. dent. Sender, B., Rothenbaumchaussee 101, 9—4 xyxy=(914,1270,1113,1300)
directory-entry: Frl. Dr. med. dent. Krohn, Gertr., Langenh. b. Schäferhof 78 xyxy=(170,1475,364,1504)
directory-entry: Mencke, R., neuer Pferdemarkt 33 xyxy=(420,1183,624,1198)
adjacent-ad: Za xyxy=(1478,735,1502,755)
directory-entry: Dr. med. dent. Müller, Vera, Lübeckerstr. 29, 𝔉 xyxy=(420,1650,583,1679)
directory-entry: Dr. med. dent. Hostrup, Cl., gr. Theaterstr 14, 𝔉 xyxy=(170,292,352,322)
directory-entry: Dr. med. Steinbach, K., Neuerwall 4, 𝔉 xyxy=(914,1591,1141,1606)
adjacent-ad: B4 Steint xyxy=(1478,615,1568,635)
directory-entry: Dr. med. dent. Weis, H., Hamburgerstr. 81, 9—11, 3—4, außer Sonnab nachm. u. Sonnt., 𝔉 xyxy=(1162,978,1393,1023)
directory-entry: Dr. med. dent. Klenke, Richard, Holzdamm 41, 8½—12½ u. 2½—5½ xyxy=(170,891,393,920)
directory-entry: Dr. med. dent. Meinecke, W., Mittelweg 125, 𝔉 xyxy=(420,1154,653,1183)
directory-entry: Salomon, W., Grindelallee 65, 9—2 u. 4—7, Sbd. 9—12 u. 4—6 xyxy=(668,1577,898,1606)
adjacent-line: Zahnärzt. xyxy=(1478,284,1532,297)
directory-entry: Dr. med. dent. Koch, H., Ass. Arzt b. d. Allg. Ortskrk. Cuxhaven xyxy=(170,1008,398,1037)
directory-entry: Schrader, Alfr., Bergedorf, Holstenstr. 4a xyxy=(914,468,1137,497)
directory-entry: Dr. med. dent. Weidemann, Georg, Hirtenstr. 15, 9—1 u. 4—7, 𝔉 xyxy=(1162,905,1366,935)
directory-entry: Bröcking, A., Dr. chir. dent., Oberaltenallee 91 xyxy=(1162,1570,1326,1600)
directory-entry: Dr. med. dent. Wanser, R., Ass.-Arzt a. Allg. Krkhs. Barmb. xyxy=(1162,789,1386,818)
directory-entry: Dr. med. dent. Rothe, M, Steindamm 57, werkt. 10—1 u. 3—7, Sonnab. nur vorm., 𝔉 xyxy=(668,1402,900,1446)
directory-entry: Dr. med. dent. Neubürger, S., Ahrensburgerstr. 99, werkt. 9—12 u. 3—7, auss. Sonnabd. nachm., 𝔉 xyxy=(420,1679,647,1723)
adjacent-line: Fernspr. xyxy=(1478,410,1525,423)
directory-entry: Dr. Polster, Erika, Gosslerstr. 10 xyxy=(668,774,857,789)
directory-entry: Dr. med. dent. Tecklenburg, Erich, Barmb., am Markt 8a, 𝔉 xyxy=(1162,351,1366,380)
